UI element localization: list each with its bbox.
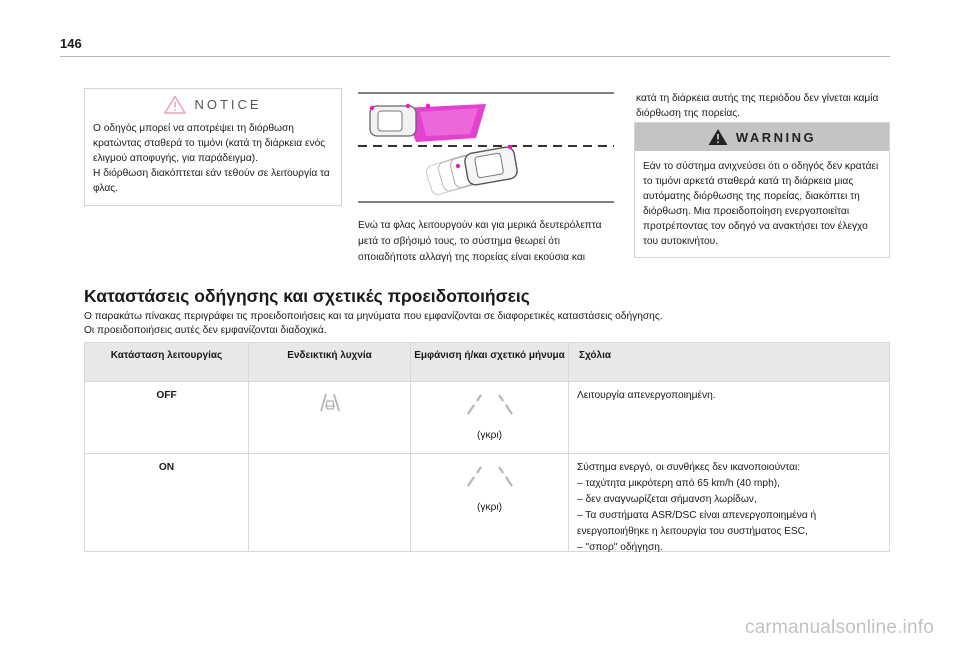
- warning-header: [635, 123, 889, 151]
- table-header-cell: Κατάσταση λειτουργίας: [85, 343, 249, 381]
- warning-triangle-icon: [164, 95, 186, 114]
- table-row: [85, 381, 889, 453]
- display-caption: (γκρι): [476, 502, 503, 513]
- notice-box: [84, 88, 342, 206]
- state-cell: ON: [85, 454, 249, 551]
- lane-markings-icon: [454, 464, 526, 488]
- table-header-cell: Εμφάνιση ή/και σχετικό μήνυμα: [411, 343, 569, 381]
- illustration-caption: Ενώ τα φλας λειτουργούν και για μερικά δευτερόλεπτα μετά το σβήσιμό τους, το σύστημα θεωρεί ότι οποιαδήποτε αλλαγή της πορείας είναι εκούσια και: [358, 220, 602, 263]
- notice-header: [85, 93, 341, 115]
- warning-box: [634, 122, 890, 258]
- comment-cell: [569, 382, 889, 453]
- lamp-cell: [249, 454, 411, 551]
- notice-body: Ο οδηγός μπορεί να αποτρέψει τη διόρθωση κρατώντας σταθερά το τιμόνι (κατά τη διάρκεια ενός ελιγμού αποφυγής, για παράδειγμα). Η διόρθωση διακόπτεται εάν τεθούν σε λειτουργία τα φλας.: [93, 123, 330, 194]
- right-column-text: κατά τη διάρκεια αυτής της περιόδου δεν γίνεται καμία διόρθωση της πορείας.: [636, 93, 879, 119]
- warning-title: WARNING: [735, 129, 817, 145]
- display-cell: [411, 454, 569, 551]
- section-intro-line-2: Οι προειδοποιήσεις αυτές δεν εμφανίζονται διαδοχικά.: [84, 325, 327, 336]
- page-number: 146: [60, 36, 82, 51]
- table-header: [85, 343, 889, 381]
- section-intro: [84, 310, 894, 338]
- notice-title: NOTICE: [194, 96, 262, 112]
- warning-body: Εάν το σύστημα ανιχνεύσει ότι ο οδηγός δεν κρατάει το τιμόνι αρκετά σταθερά κατά τη διάρκεια μιας αυτόματης διόρθωσης της πορείας, διακόπτει τη διόρθωση. Μια προειδοποίηση ενεργοποιείται προτρέποντας τον οδηγό να ανακτήσει τον έλεγχο του αυτοκινήτου.: [643, 161, 879, 247]
- top-rule: [60, 56, 890, 57]
- comment-line: Λειτουργία απενεργοποιημένη.: [577, 390, 716, 401]
- lamp-cell: [249, 382, 411, 453]
- table-header-cell: Σχόλια: [579, 350, 611, 361]
- section-title: Καταστάσεις οδήγησης και σχετικές προειδοποιήσεις: [84, 286, 530, 306]
- comment-line: – Τα συστήματα ASR/DSC είναι απενεργοποιημένα ή ενεργοποιήθηκε η λειτουργία του συστήματος ESC,: [577, 510, 817, 537]
- driving-states-table: [84, 342, 890, 552]
- comment-line: – ταχύτητα μικρότερη από 65 km/h (40 mph),: [577, 478, 780, 489]
- lane-correction-illustration: [358, 90, 614, 205]
- lane-assist-lamp-icon: [317, 392, 343, 412]
- watermark: carmanualsonline.info: [744, 617, 934, 638]
- state-cell: OFF: [85, 382, 249, 453]
- table-row: [85, 453, 889, 551]
- comment-line: – "σπορ" οδήγηση.: [577, 542, 663, 553]
- lane-markings-icon: [454, 392, 526, 416]
- section-intro-line-1: Ο παρακάτω πίνακας περιγράφει τις προειδοποιήσεις και τα μηνύματα που εμφανίζονται σε διαφορετικές καταστάσεις οδήγησης.: [84, 311, 663, 322]
- comment-cell: [569, 454, 889, 551]
- comment-line: Σύστημα ενεργό, οι συνθήκες δεν ικανοποιούνται:: [577, 462, 801, 473]
- warning-triangle-icon: [708, 128, 728, 146]
- comment-line: – δεν αναγνωρίζεται σήμανση λωρίδων,: [577, 494, 757, 505]
- table-header-cell: Ενδεικτική λυχνία: [249, 343, 411, 381]
- display-cell: [411, 382, 569, 453]
- display-caption: (γκρι): [476, 430, 503, 441]
